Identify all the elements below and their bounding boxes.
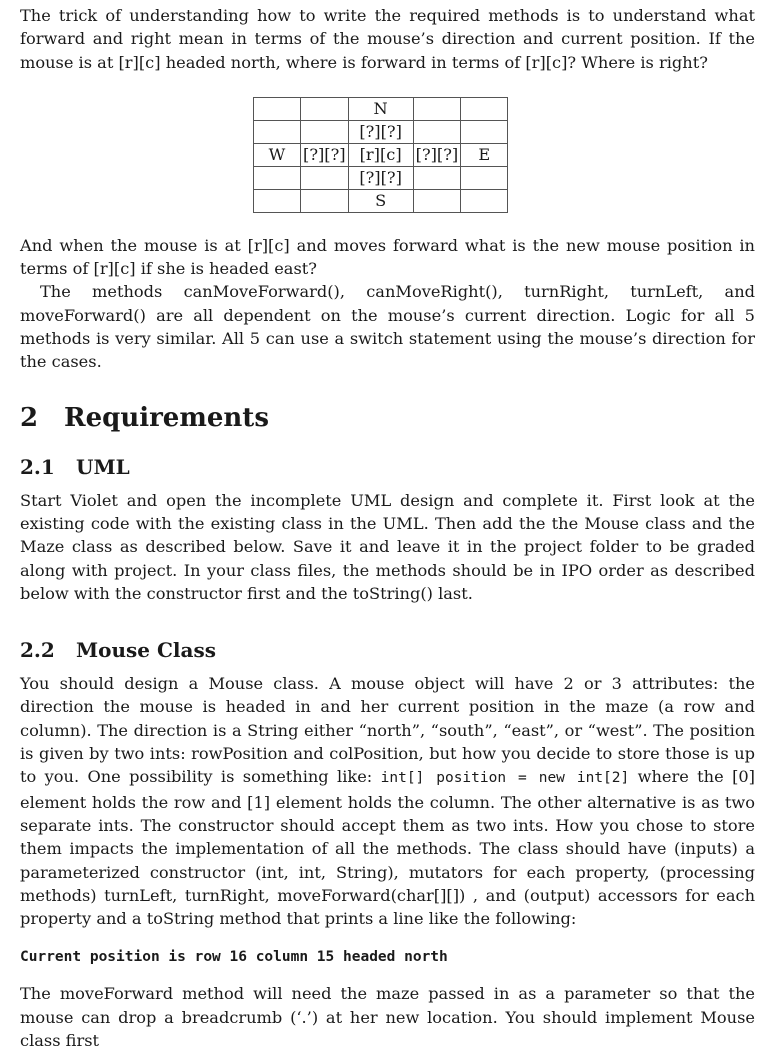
section-heading xyxy=(20,403,755,433)
compass-row xyxy=(254,143,508,166)
compass-cell: E xyxy=(461,143,508,166)
compass-cell xyxy=(461,166,508,189)
compass-table xyxy=(253,97,508,213)
compass-row xyxy=(254,120,508,143)
compass-cell xyxy=(254,166,301,189)
compass-cell: [?][?] xyxy=(413,143,461,166)
compass-cell xyxy=(301,120,349,143)
subsection-uml-number: 2.1 xyxy=(20,454,55,479)
compass-cell xyxy=(413,97,461,120)
example-output: Current position is row 16 column 15 headed north xyxy=(20,949,448,966)
compass-cell xyxy=(301,189,349,212)
document-page xyxy=(20,0,755,1052)
closing-paragraph: The moveForward method will need the maze passed in as a parameter so that the mouse can drop a breadcrumb (‘.’) at her new location. You should implement Mouse class first xyxy=(20,984,755,1051)
inline-code: int[] position = new int[2] xyxy=(380,770,630,787)
compass-cell xyxy=(461,97,508,120)
after-table-paragraph: And when the mouse is at [r][c] and moves forward what is the new mouse position in terms of [r][c] if she is headed east? xyxy=(20,235,755,279)
subsection-uml-title: UML xyxy=(76,454,130,479)
subsection-mouse-title: Mouse Class xyxy=(76,638,216,663)
methods-paragraph: The methods canMoveForward(), canMoveRight(), turnRight, turnLeft, and moveForward() are all dependent on the mouse’s current direction. Logic for all 5 methods is very similar. All 5 can use a switch statement using the mouse’s direction for the cases. xyxy=(20,282,755,372)
compass-cell xyxy=(413,120,461,143)
compass-cell xyxy=(301,97,349,120)
compass-cell: N xyxy=(348,97,413,120)
uml-paragraph: Start Violet and open the incomplete UML design and complete it. First look at the existing code with the existing class in the UML. Then add the the Mouse class and the Maze class as described below. Save it and leave it in the project folder to be graded along with project. In your class files, the methods should be in IPO order as described below with the constructor first and the toString() last. xyxy=(20,490,755,603)
compass-cell: S xyxy=(348,189,413,212)
subsection-mouse-heading xyxy=(20,638,755,662)
compass-row xyxy=(254,166,508,189)
compass-cell xyxy=(254,120,301,143)
compass-cell: [r][c] xyxy=(348,143,413,166)
compass-cell xyxy=(461,120,508,143)
compass-cell xyxy=(413,166,461,189)
section-title: Requirements xyxy=(64,402,269,433)
intro-paragraph: The trick of understanding how to write the required methods is to understand what forward and right mean in terms of the mouse’s direction and current position. If the mouse is at [r][c] headed north, where is forward in terms of [r][c]? Where is right? xyxy=(20,6,755,72)
subsection-mouse-number: 2.2 xyxy=(20,638,55,663)
compass-row xyxy=(254,97,508,120)
compass-cell: [?][?] xyxy=(348,166,413,189)
mouse-paragraph-part2: where the [0] element holds the row and [1] element holds the column. The other alternative is as two separate ints. The constructor should accept them as two ints. How you chose to store them impacts the implementation of all the methods. The class should have (inputs) a parameterized constructor (int, int, String), mutators for each property, (processing methods) turnLeft, turnRight, moveForward(char[][]) , and (output) accessors for each property and a toString method that prints a line like the following: xyxy=(20,767,755,929)
compass-cell: [?][?] xyxy=(348,120,413,143)
section-number: 2 xyxy=(20,402,39,433)
compass-row xyxy=(254,189,508,212)
mouse-paragraph xyxy=(20,672,755,930)
compass-cell xyxy=(254,97,301,120)
compass-cell xyxy=(461,189,508,212)
compass-cell: [?][?] xyxy=(301,143,349,166)
subsection-uml-heading xyxy=(20,455,755,479)
compass-cell xyxy=(254,189,301,212)
compass-cell xyxy=(413,189,461,212)
compass-cell: W xyxy=(254,143,301,166)
mouse-paragraph-part1: You should design a Mouse class. A mouse object will have 2 or 3 attributes: the direction the mouse is headed in and her current position in the maze (a row and column). The direction is a String either “north”, “south”, “east”, or “west”. The position is given by two ints: rowPosition and colPosition, but how you decide to store those is up to you. One possibility is something like: xyxy=(20,674,755,787)
compass-cell xyxy=(301,166,349,189)
